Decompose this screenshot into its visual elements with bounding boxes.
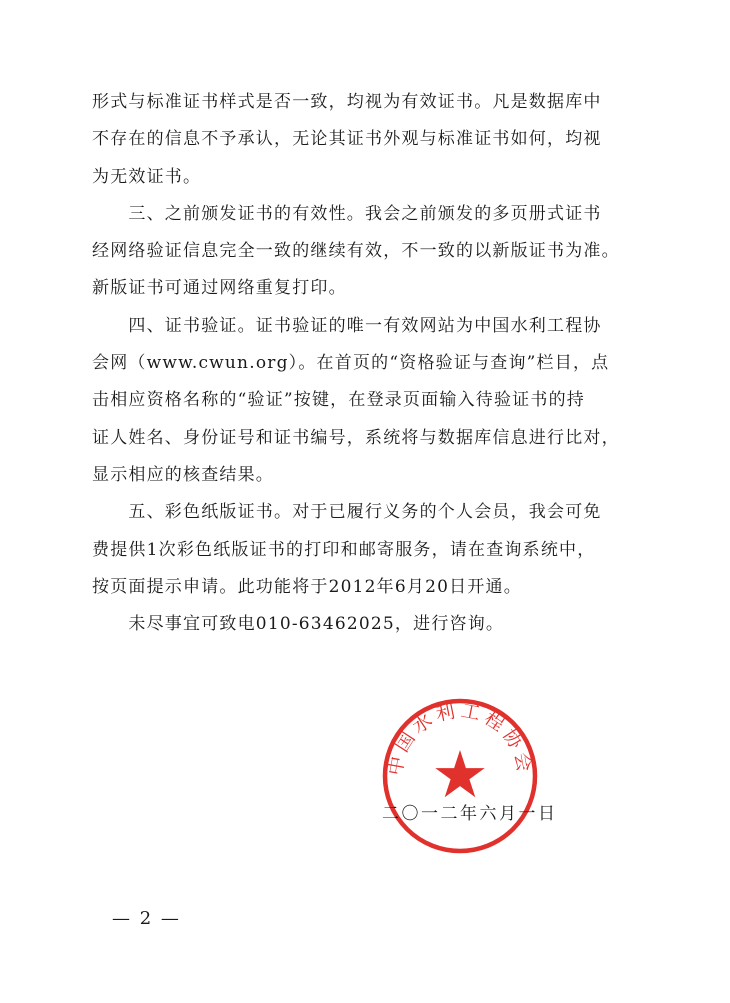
text-line: 证人姓名、身份证号和证书编号，系统将与数据库信息进行比对， — [92, 427, 620, 448]
text-line: 为无效证书。 — [92, 166, 202, 187]
page-number: — 2 — — [112, 908, 181, 929]
text-line: 五、彩色纸版证书。对于已履行义务的个人会员，我会可免 — [92, 502, 602, 523]
text-line: 四、证书验证。证书验证的唯一有效网站为中国水利工程协 — [92, 315, 602, 336]
official-seal — [380, 696, 540, 856]
signature-date: 二〇一二年六月一日 — [382, 804, 558, 824]
text-line: 经网络验证信息完全一致的继续有效，不一致的以新版证书为准。 — [92, 241, 620, 262]
text-line: 不存在的信息不予承认，无论其证书外观与标准证书如何，均视 — [92, 129, 602, 150]
text-line: 三、之前颁发证书的有效性。我会之前颁发的多页册式证书 — [92, 203, 602, 224]
text-line: 击相应资格名称的“验证”按键，在登录页面输入待验证书的持 — [92, 390, 585, 411]
seal-star-icon — [435, 750, 484, 797]
text-line: 形式与标准证书样式是否一致，均视为有效证书。凡是数据库中 — [92, 92, 602, 112]
document-body — [92, 84, 642, 643]
text-line: 按页面提示申请。此功能将于2012年6月20日开通。 — [92, 576, 522, 597]
text-line: 费提供1次彩色纸版证书的打印和邮寄服务，请在查询系统中， — [92, 539, 596, 560]
seal-text: 中国水利工程协会 — [384, 699, 536, 778]
text-line: 未尽事宜可致电010-63462025，进行咨询。 — [92, 614, 505, 635]
text-line: 新版证书可通过网络重复打印。 — [92, 278, 347, 299]
text-line: 会网（www.cwun.org）。在首页的“资格验证与查询”栏目，点 — [92, 353, 610, 374]
text-line: 显示相应的核查结果。 — [92, 464, 274, 485]
